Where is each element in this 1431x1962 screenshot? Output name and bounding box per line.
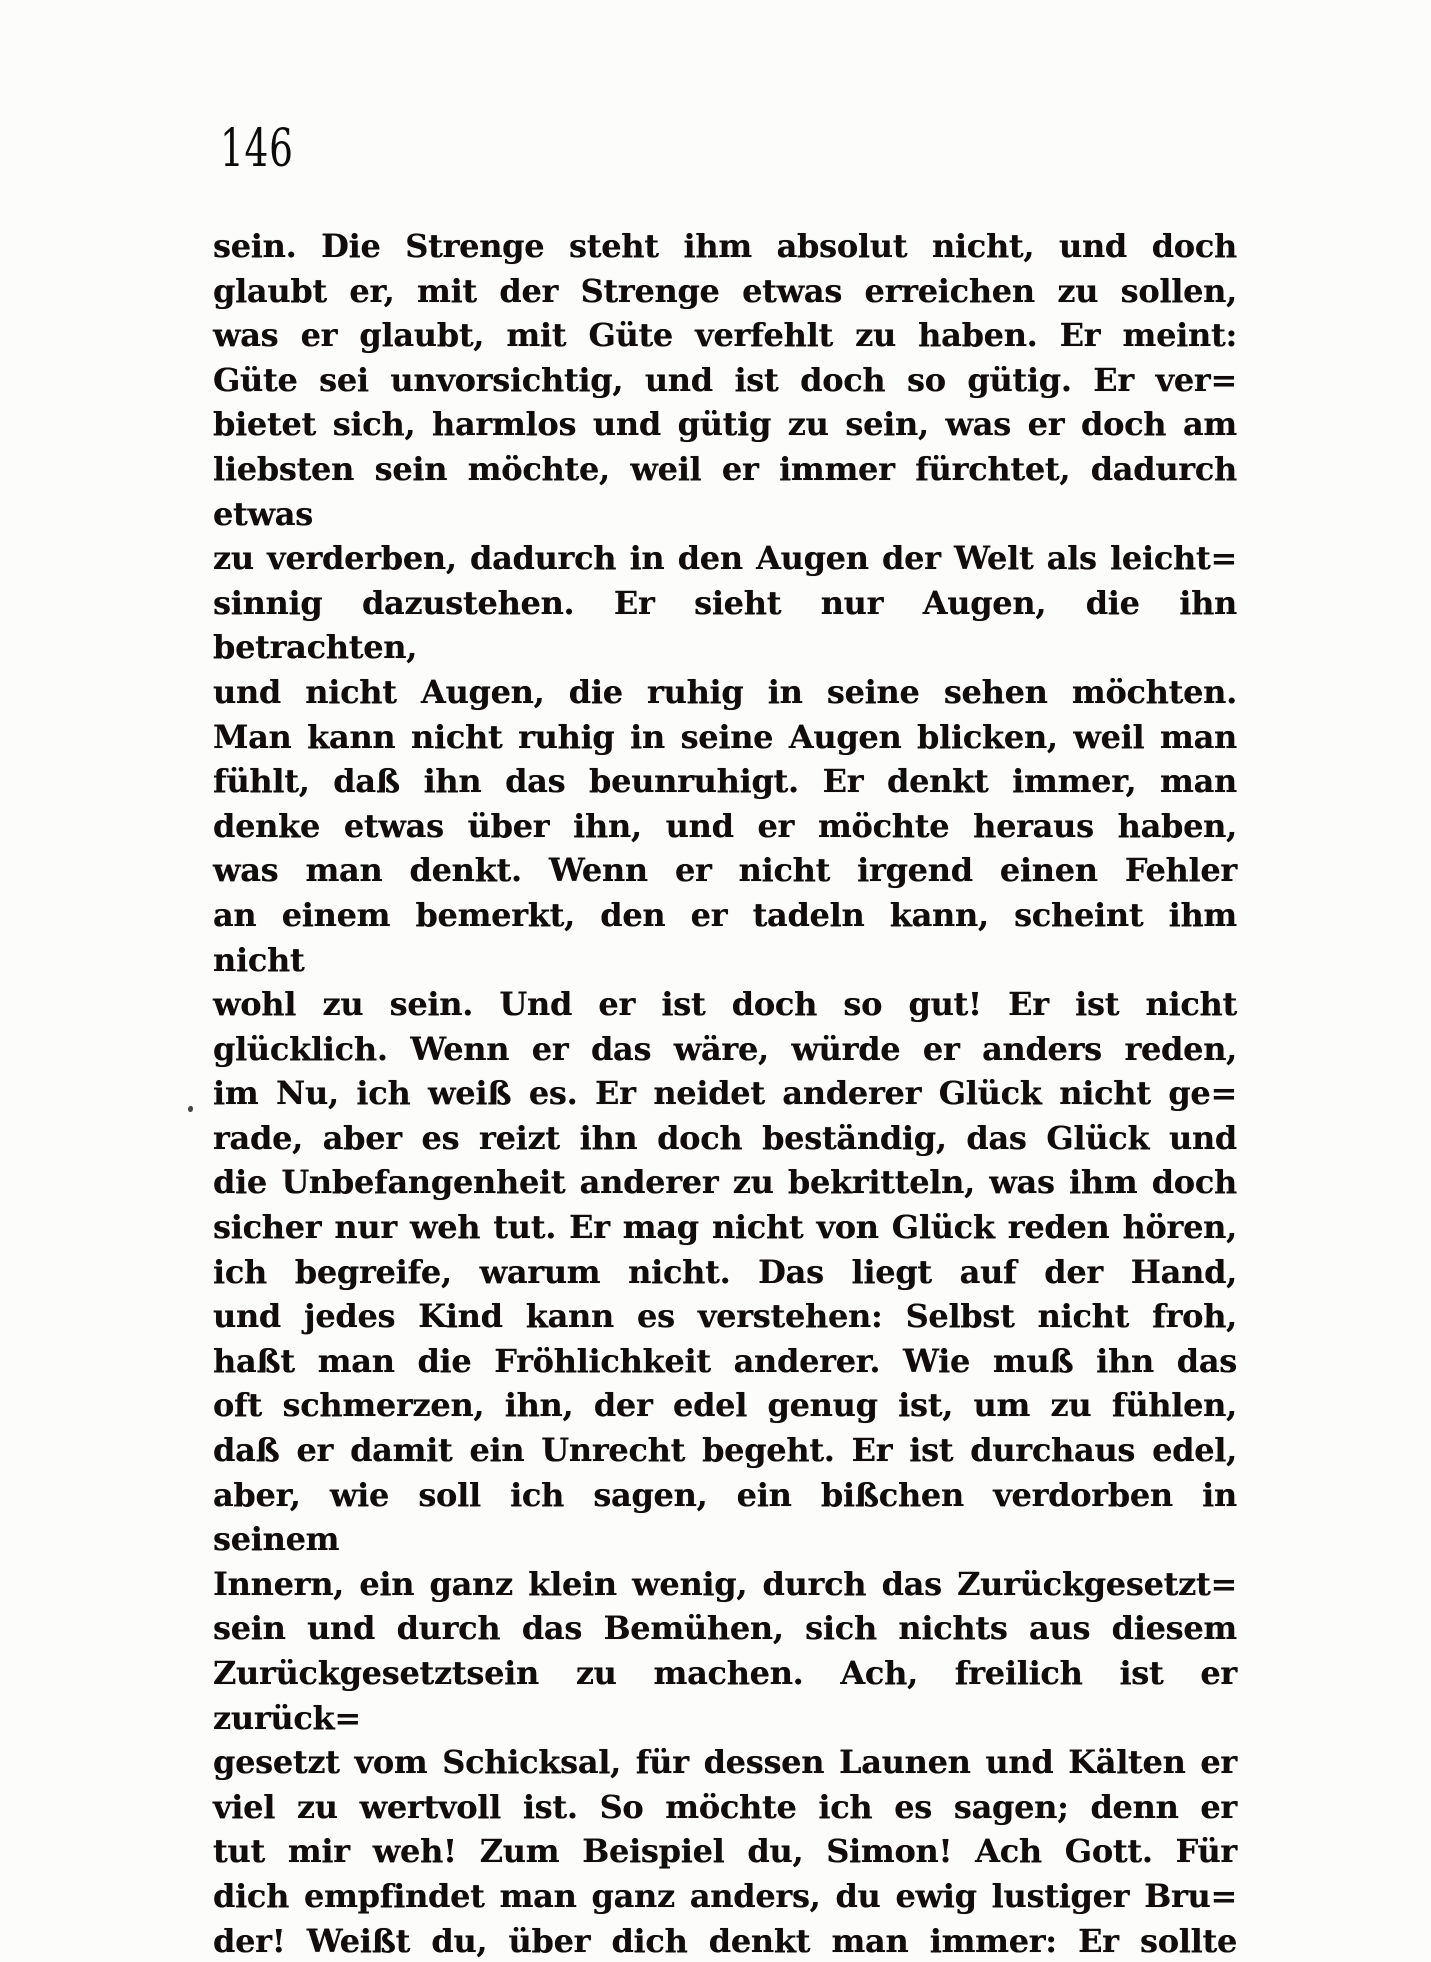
text-line: sinnig dazustehen. Er sieht nur Augen, die ihn betrachten, [213,583,1237,667]
text-line: Innern, ein ganz klein wenig, durch das Zurückgesetzt= [213,1564,1237,1603]
text-line: haßt man die Fröhlichkeit anderer. Wie muß ihn das [213,1341,1237,1380]
text-line: rade, aber es reizt ihn doch beständig, das Glück und [213,1118,1237,1157]
text-line: denke etwas über ihn, und er möchte heraus haben, [213,806,1237,845]
text-line: der! Weißt du, über dich denkt man immer: Er sollte [213,1921,1237,1960]
text-line: und jedes Kind kann es verstehen: Selbst nicht froh, [213,1297,1237,1336]
text-line: was man denkt. Wenn er nicht irgend einen Fehler [213,851,1237,890]
text-line: oft schmerzen, ihn, der edel genug ist, um zu fühlen, [213,1386,1237,1425]
text-line: an einem bemerkt, den er tadeln kann, scheint ihm nicht [213,895,1237,979]
text-line: zu verderben, dadurch in den Augen der Welt als leicht= [213,539,1237,578]
text-line: sein und durch das Bemühen, sich nichts aus diesem [213,1609,1237,1648]
text-line: tut mir weh! Zum Beispiel du, Simon! Ach Gott. Für [213,1832,1237,1871]
text-line: aber, wie soll ich sagen, ein bißchen verdorben in seinem [213,1475,1237,1559]
text-line: Man kann nicht ruhig in seine Augen blicken, weil man [213,717,1237,756]
text-line: was er glaubt, mit Güte verfehlt zu haben. Er meint: [213,316,1237,355]
page-number: 146 [220,119,294,179]
text-line: ich begreife, warum nicht. Das liegt auf der Hand, [213,1252,1237,1291]
text-line: bietet sich, harmlos und gütig zu sein, was er doch am [213,405,1237,444]
text-line: Güte sei unvorsichtig, und ist doch so gütig. Er ver= [213,360,1237,399]
text-line: Zurückgesetztsein zu machen. Ach, freilich ist er zurück= [213,1654,1237,1737]
text-line: wohl zu sein. Und er ist doch so gut! Er ist nicht [213,985,1237,1024]
text-block [213,224,1237,1962]
text-line: dich empfindet man ganz anders, du ewig lustiger Bru= [213,1876,1237,1915]
text-line: sein. Die Strenge steht ihm absolut nicht, und doch [213,227,1237,265]
text-line: fühlt, daß ihn das beunruhigt. Er denkt immer, man [213,762,1237,801]
text-line: liebsten sein möchte, weil er immer fürchtet, dadurch etwas [213,449,1237,533]
text-line: gesetzt vom Schicksal, für dessen Launen und Kälten er [213,1743,1237,1782]
text-line: sicher nur weh tut. Er mag nicht von Glück reden hören, [213,1208,1237,1247]
text-line: und nicht Augen, die ruhig in seine sehen möchten. [213,672,1237,711]
text-line: glücklich. Wenn er das wäre, würde er anders reden, [213,1029,1237,1068]
text-line: die Unbefangenheit anderer zu bekritteln, was ihm doch [213,1163,1237,1202]
text-line: viel zu wertvoll ist. So möchte ich es sagen; denn er [213,1787,1237,1826]
text-line: im Nu, ich weiß es. Er neidet anderer Glück nicht ge= [213,1074,1237,1113]
ink-speck [188,1106,193,1112]
text-line: daß er damit ein Unrecht begeht. Er ist durchaus edel, [213,1431,1237,1470]
text-line: glaubt er, mit der Strenge etwas erreichen zu sollen, [213,271,1237,310]
